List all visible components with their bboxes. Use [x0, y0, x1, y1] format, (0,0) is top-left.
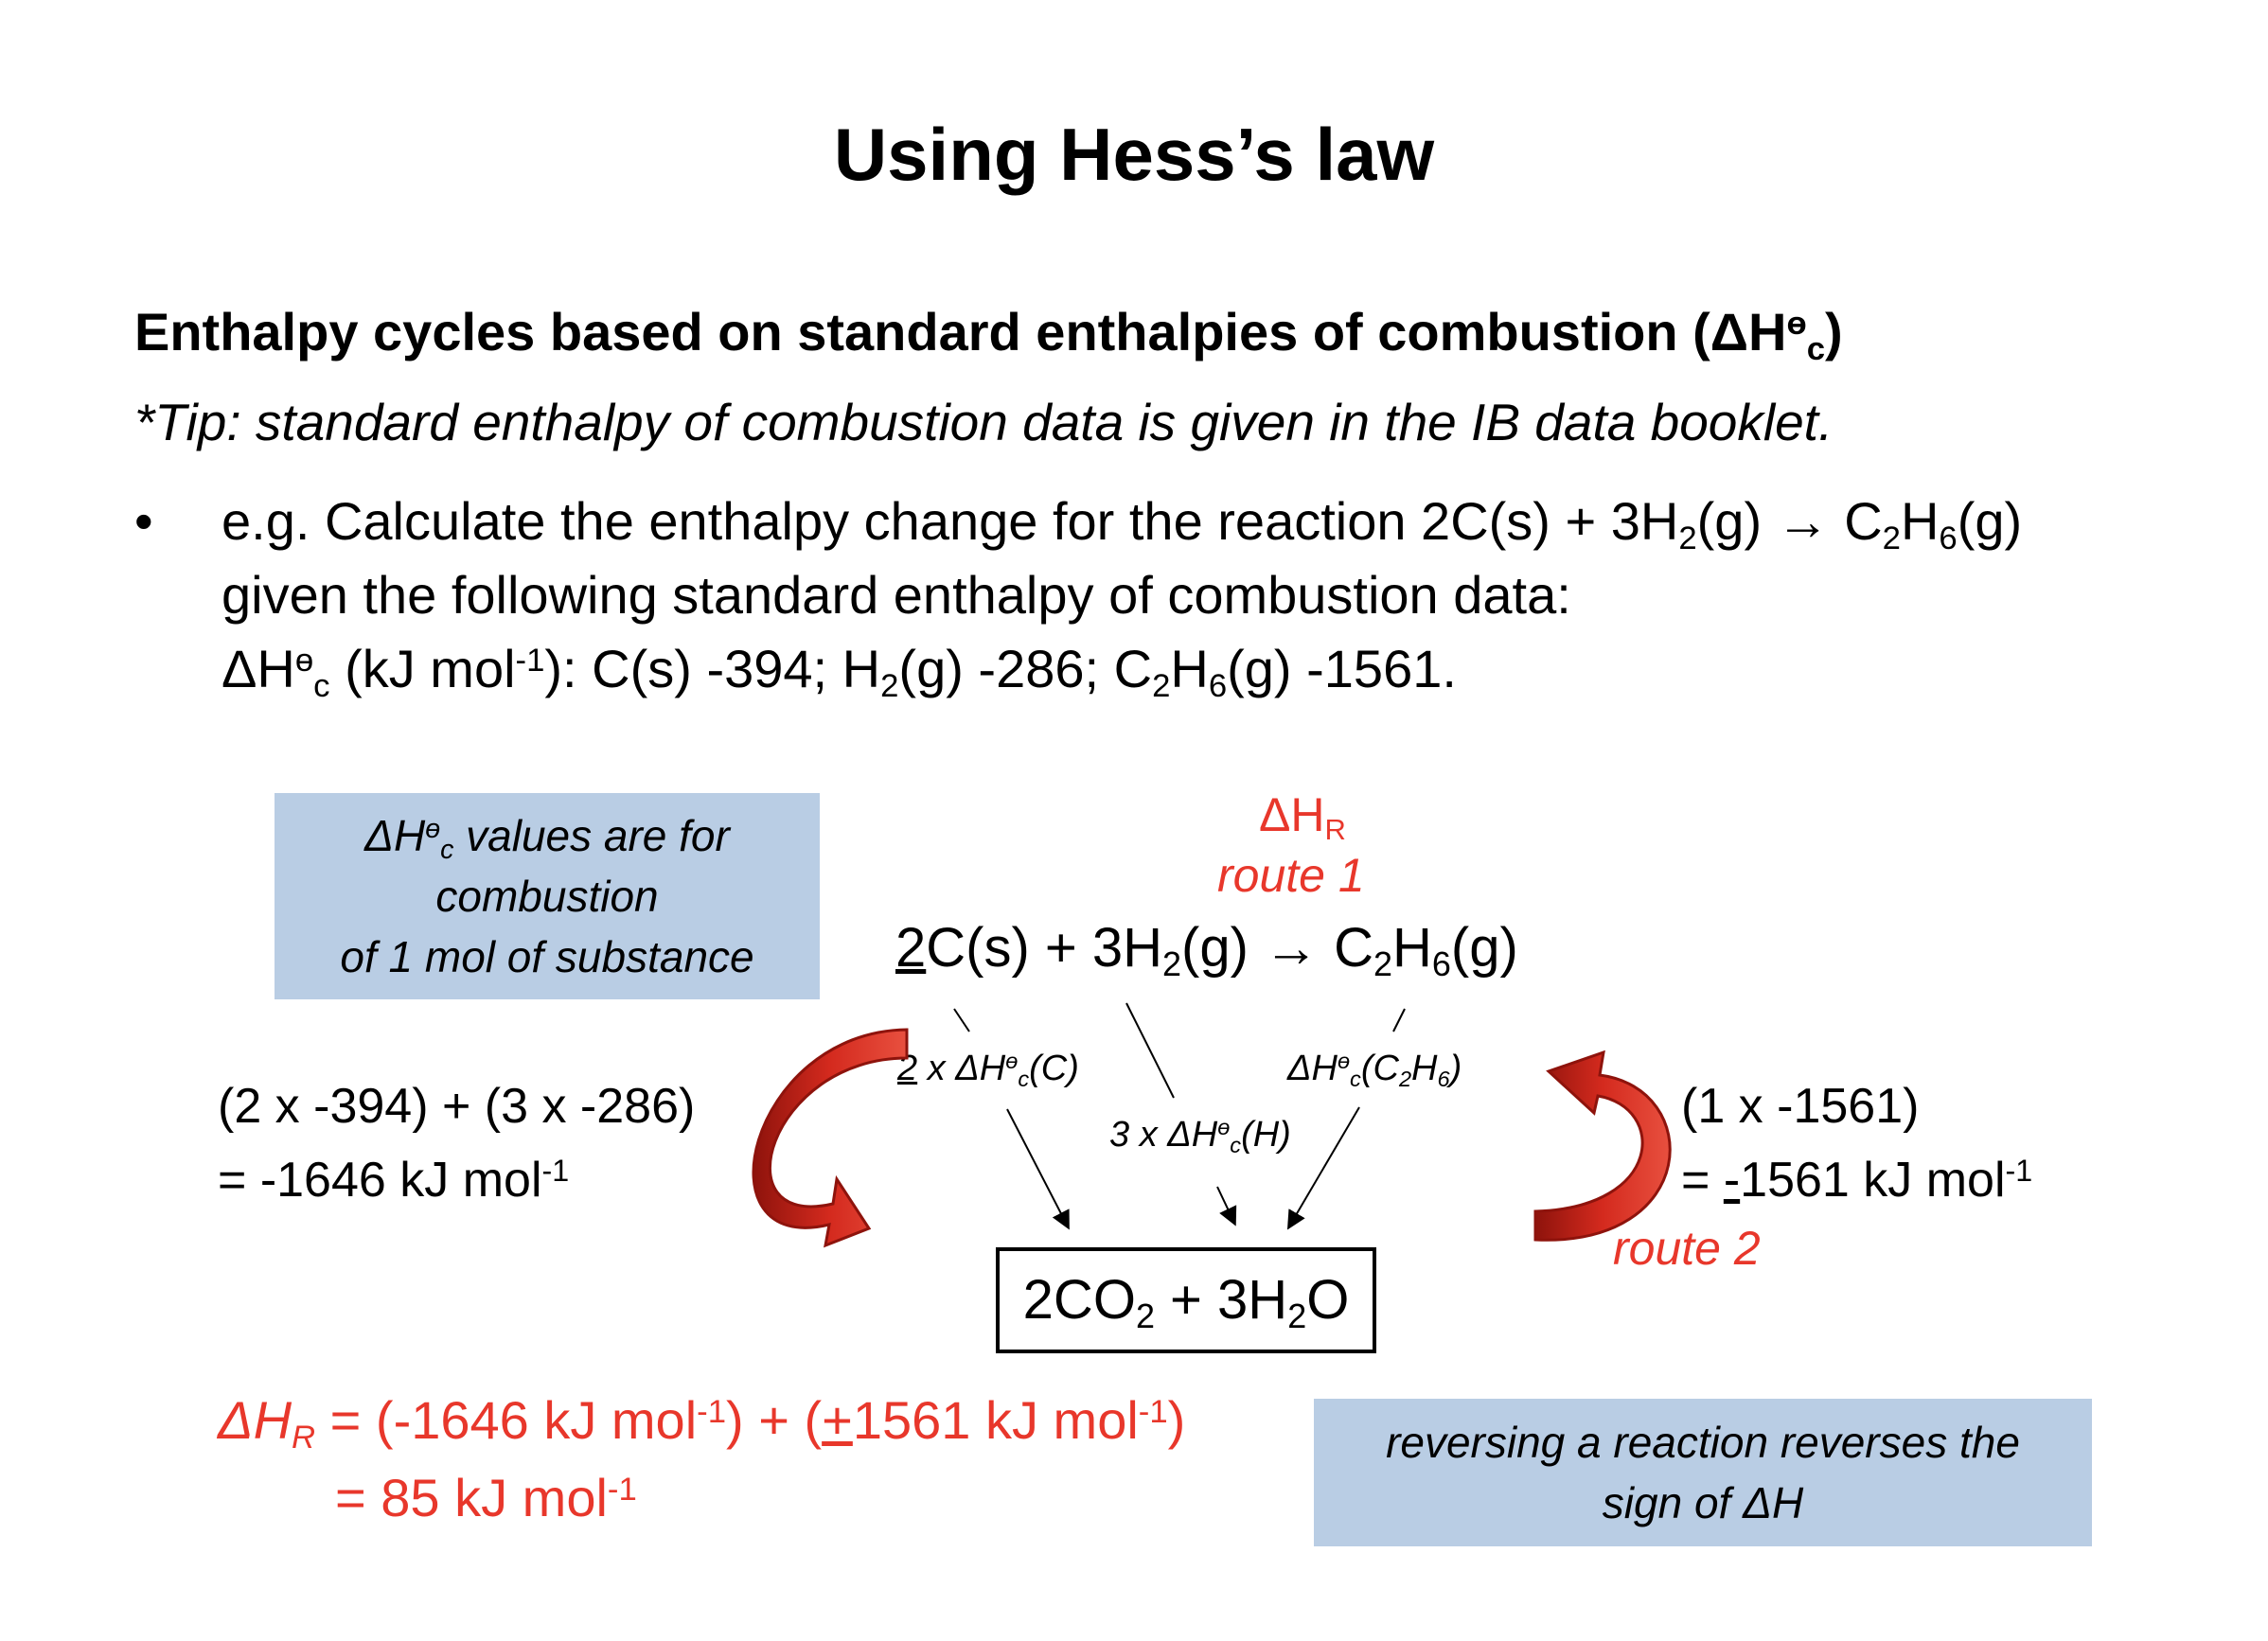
bullet-symbol: •	[134, 491, 153, 551]
label-carbon-combustion: 2 x $\Delta H^ɵ_c(C)$	[897, 1049, 1079, 1091]
note-line: reversing a reaction reverses the	[1386, 1418, 2020, 1467]
note-line: sign of ΔH	[1602, 1478, 1804, 1527]
combustion-products-box: $2CO_2 + 3H_2O$	[996, 1247, 1376, 1353]
note-line: of 1 mol of substance	[340, 932, 754, 981]
route-2-label: route 2	[1613, 1222, 1761, 1275]
curved-arrow-left	[753, 1030, 907, 1245]
result-line-2: = 85 kJ mol$^{-1}$	[335, 1468, 637, 1527]
calc-line: (1 x -1561)	[1681, 1079, 1920, 1134]
curved-arrow-right	[1535, 1052, 1670, 1240]
bullet-line-3: $\Delta H^ɵ_c$ (kJ mol$^{-1}$): C(s) -394; $H_2(g)$ -286; $C_2H_6(g)$ -1561.	[221, 639, 1457, 704]
arrow-carbon-combustion-lower	[1007, 1109, 1068, 1226]
calc-line: = -1646 kJ mol$^{-1}$	[218, 1153, 570, 1208]
arrow-hydrogen-combustion	[1126, 1003, 1174, 1098]
arrow-hydrogen-combustion-lower	[1217, 1187, 1234, 1223]
route-1-label: route 1	[1217, 849, 1365, 902]
section-heading: Enthalpy cycles based on standard enthalpies of combustion $(\Delta H^ɵ_c)$	[134, 302, 1843, 367]
tip-text: *Tip: standard enthalpy of combustion data is given in the IB data booklet.	[134, 393, 1834, 451]
label-hydrogen-combustion: 3 x $\Delta H^ɵ_c(H)$	[1109, 1115, 1291, 1157]
arrow-ethane-combustion	[1393, 1009, 1405, 1032]
label-ethane-combustion: $\Delta H^ɵ_c(C_2H_6)$	[1287, 1049, 1462, 1091]
arrow-ethane-combustion-lower	[1289, 1107, 1359, 1226]
note-line: combustion	[435, 872, 659, 921]
bullet-line-2: given the following standard enthalpy of combustion data:	[221, 565, 1571, 625]
reaction-equation: $2C(s) + 3H_2(g) \to C_2H_6(g)$	[895, 917, 1518, 984]
page-title: Using Hess’s law	[833, 113, 1435, 196]
arrow-carbon-combustion	[954, 1009, 969, 1032]
calc-line: = -1561 kJ mol$^{-1}$	[1681, 1153, 2033, 1208]
result-line-1: $\Delta H_R = (-1646$ kJ mol$^{-1}$) + (+1561 kJ mol$^{-1}$)	[218, 1390, 1186, 1456]
delta-h-r-label: $\Delta H_R$	[1259, 788, 1346, 846]
note-line: $\Delta H^ɵ_c$ values are for	[364, 811, 730, 865]
bullet-line-1: e.g. Calculate the enthalpy change for the reaction $2C(s) + 3H_2(g) \to C_2H_6(g)$	[221, 491, 2023, 556]
calc-line: (2 x -394) + (3 x -286)	[218, 1079, 696, 1134]
